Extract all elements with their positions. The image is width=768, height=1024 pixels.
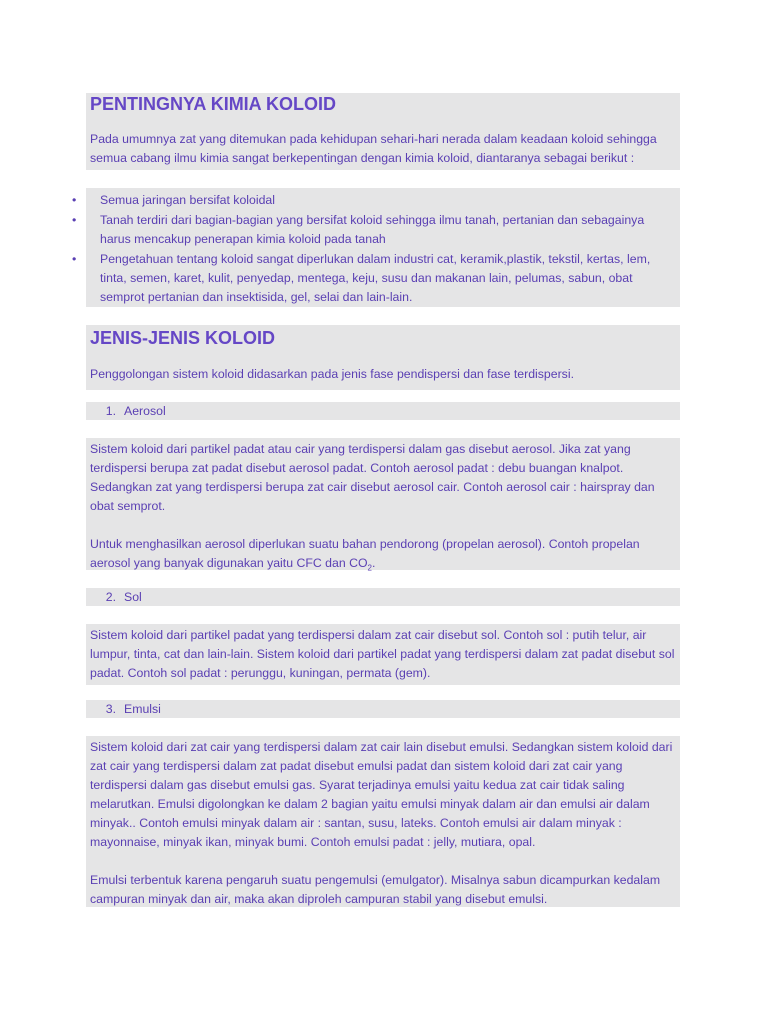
heading-jenis: JENIS-JENIS KOLOID: [90, 328, 276, 348]
bullet-icon: •: [72, 252, 77, 266]
item-label: Aerosol: [124, 404, 166, 418]
paragraph: Sistem koloid dari partikel padat yang terdispersi dalam zat cair disebut sol. Contoh sol : putih telur, air lumpur, tinta, cat dan lain-lain. Sistem koloid dari partikel padat yang terdispersi dalam zat padat disebut sol padat. Contoh sol padat : perunggu, kuningan, permata (gem).: [90, 628, 675, 680]
item-heading-sol: [86, 588, 680, 606]
list-item: [72, 211, 676, 249]
item-body-emulsi: [86, 736, 680, 907]
item-body-sol: [86, 624, 680, 685]
item-number: 3.: [105, 702, 116, 716]
intro-paragraph: Pada umumnya zat yang ditemukan pada kehidupan sehari-hari nerada dalam keadaan koloid sehingga semua cabang ilmu kimia sangat berkepentingan dengan kimia koloid, diantaranya sebagai berikut :: [90, 132, 657, 165]
paragraph: Sistem koloid dari partikel padat atau cair yang terdispersi dalam gas disebut aerosol. Jika zat yang terdispersi berupa zat padat disebut aerosol padat. Contoh aerosol padat : debu buangan knalpot. Sedangkan zat yang terdispersi berupa zat cair disebut aerosol cair. Contoh aerosol cair : hairspray dan obat semprot.: [90, 442, 655, 513]
section-jenis: [86, 325, 680, 390]
item-number: 2.: [105, 590, 116, 604]
item-label: Emulsi: [124, 702, 161, 716]
list-item-text: Pengetahuan tentang koloid sangat diperlukan dalam industri cat, keramik,plastik, tekstil, kertas, lem, tinta, semen, karet, kulit, penyedap, mentega, keju, susu dan makanan lain, pelumas, sabun, obat semprot pertanian dan insektisida, gel, selai dan lain-lain.: [100, 252, 651, 304]
section-pentingnya: [86, 93, 680, 170]
item-number: 1.: [105, 404, 116, 418]
paragraph: Emulsi terbentuk karena pengaruh suatu pengemulsi (emulgator). Misalnya sabun dicampurkan kedalam campuran minyak dan air, maka akan diproleh campuran stabil yang disebut emulsi.: [90, 873, 661, 906]
item-heading-aerosol: [86, 402, 680, 420]
bullet-list: [72, 191, 676, 307]
item-heading-emulsi: [86, 700, 680, 718]
paragraph-text: Untuk menghasilkan aerosol diperlukan suatu bahan pendorong (propelan aerosol). Contoh propelan aerosol yang banyak digunakan yaitu CFC dan CO: [90, 537, 640, 570]
paragraph: [90, 535, 676, 573]
item-body-aerosol: [86, 438, 680, 573]
item-label: Sol: [124, 590, 142, 604]
list-item-text: Tanah terdiri dari bagian-bagian yang bersifat koloid sehingga ilmu tanah, pertanian dan sebagainya harus mencakup penerapan kimia koloid pada tanah: [100, 213, 645, 246]
paragraph: Sistem koloid dari zat cair yang terdispersi dalam zat cair lain disebut emulsi. Sedangkan sistem koloid dari zat cair yang terdispersi dalam zat padat disebut emulsi padat dan sistem koloid dari zat cair yang terdispersi dalam gas disebut emulsi gas. Syarat terjadinya emulsi yaitu kedua zat cair tidak saling melarutkan. Emulsi digolongkan ke dalam 2 bagian yaitu emulsi minyak dalam air dan emulsi air dalam minyak.. Contoh emulsi minyak dalam air : santan, susu, lateks. Contoh emulsi air dalam minyak : mayonnaise, minyak ikan, minyak bumi. Contoh emulsi padat : jelly, mutiara, opal.: [90, 740, 673, 849]
list-item-text: Semua jaringan bersifat koloidal: [100, 193, 275, 207]
bullet-list-block: [72, 188, 680, 307]
intro-paragraph: Penggolongan sistem koloid didasarkan pada jenis fase pendispersi dan fase terdispersi.: [90, 367, 574, 381]
trailing: .: [371, 556, 376, 570]
list-item: [72, 191, 676, 210]
list-item: [72, 250, 676, 307]
heading-pentingnya: PENTINGNYA KIMIA KOLOID: [90, 94, 337, 114]
subscript: 2: [367, 563, 372, 573]
bullet-icon: •: [72, 213, 77, 227]
bullet-icon: •: [72, 193, 77, 207]
